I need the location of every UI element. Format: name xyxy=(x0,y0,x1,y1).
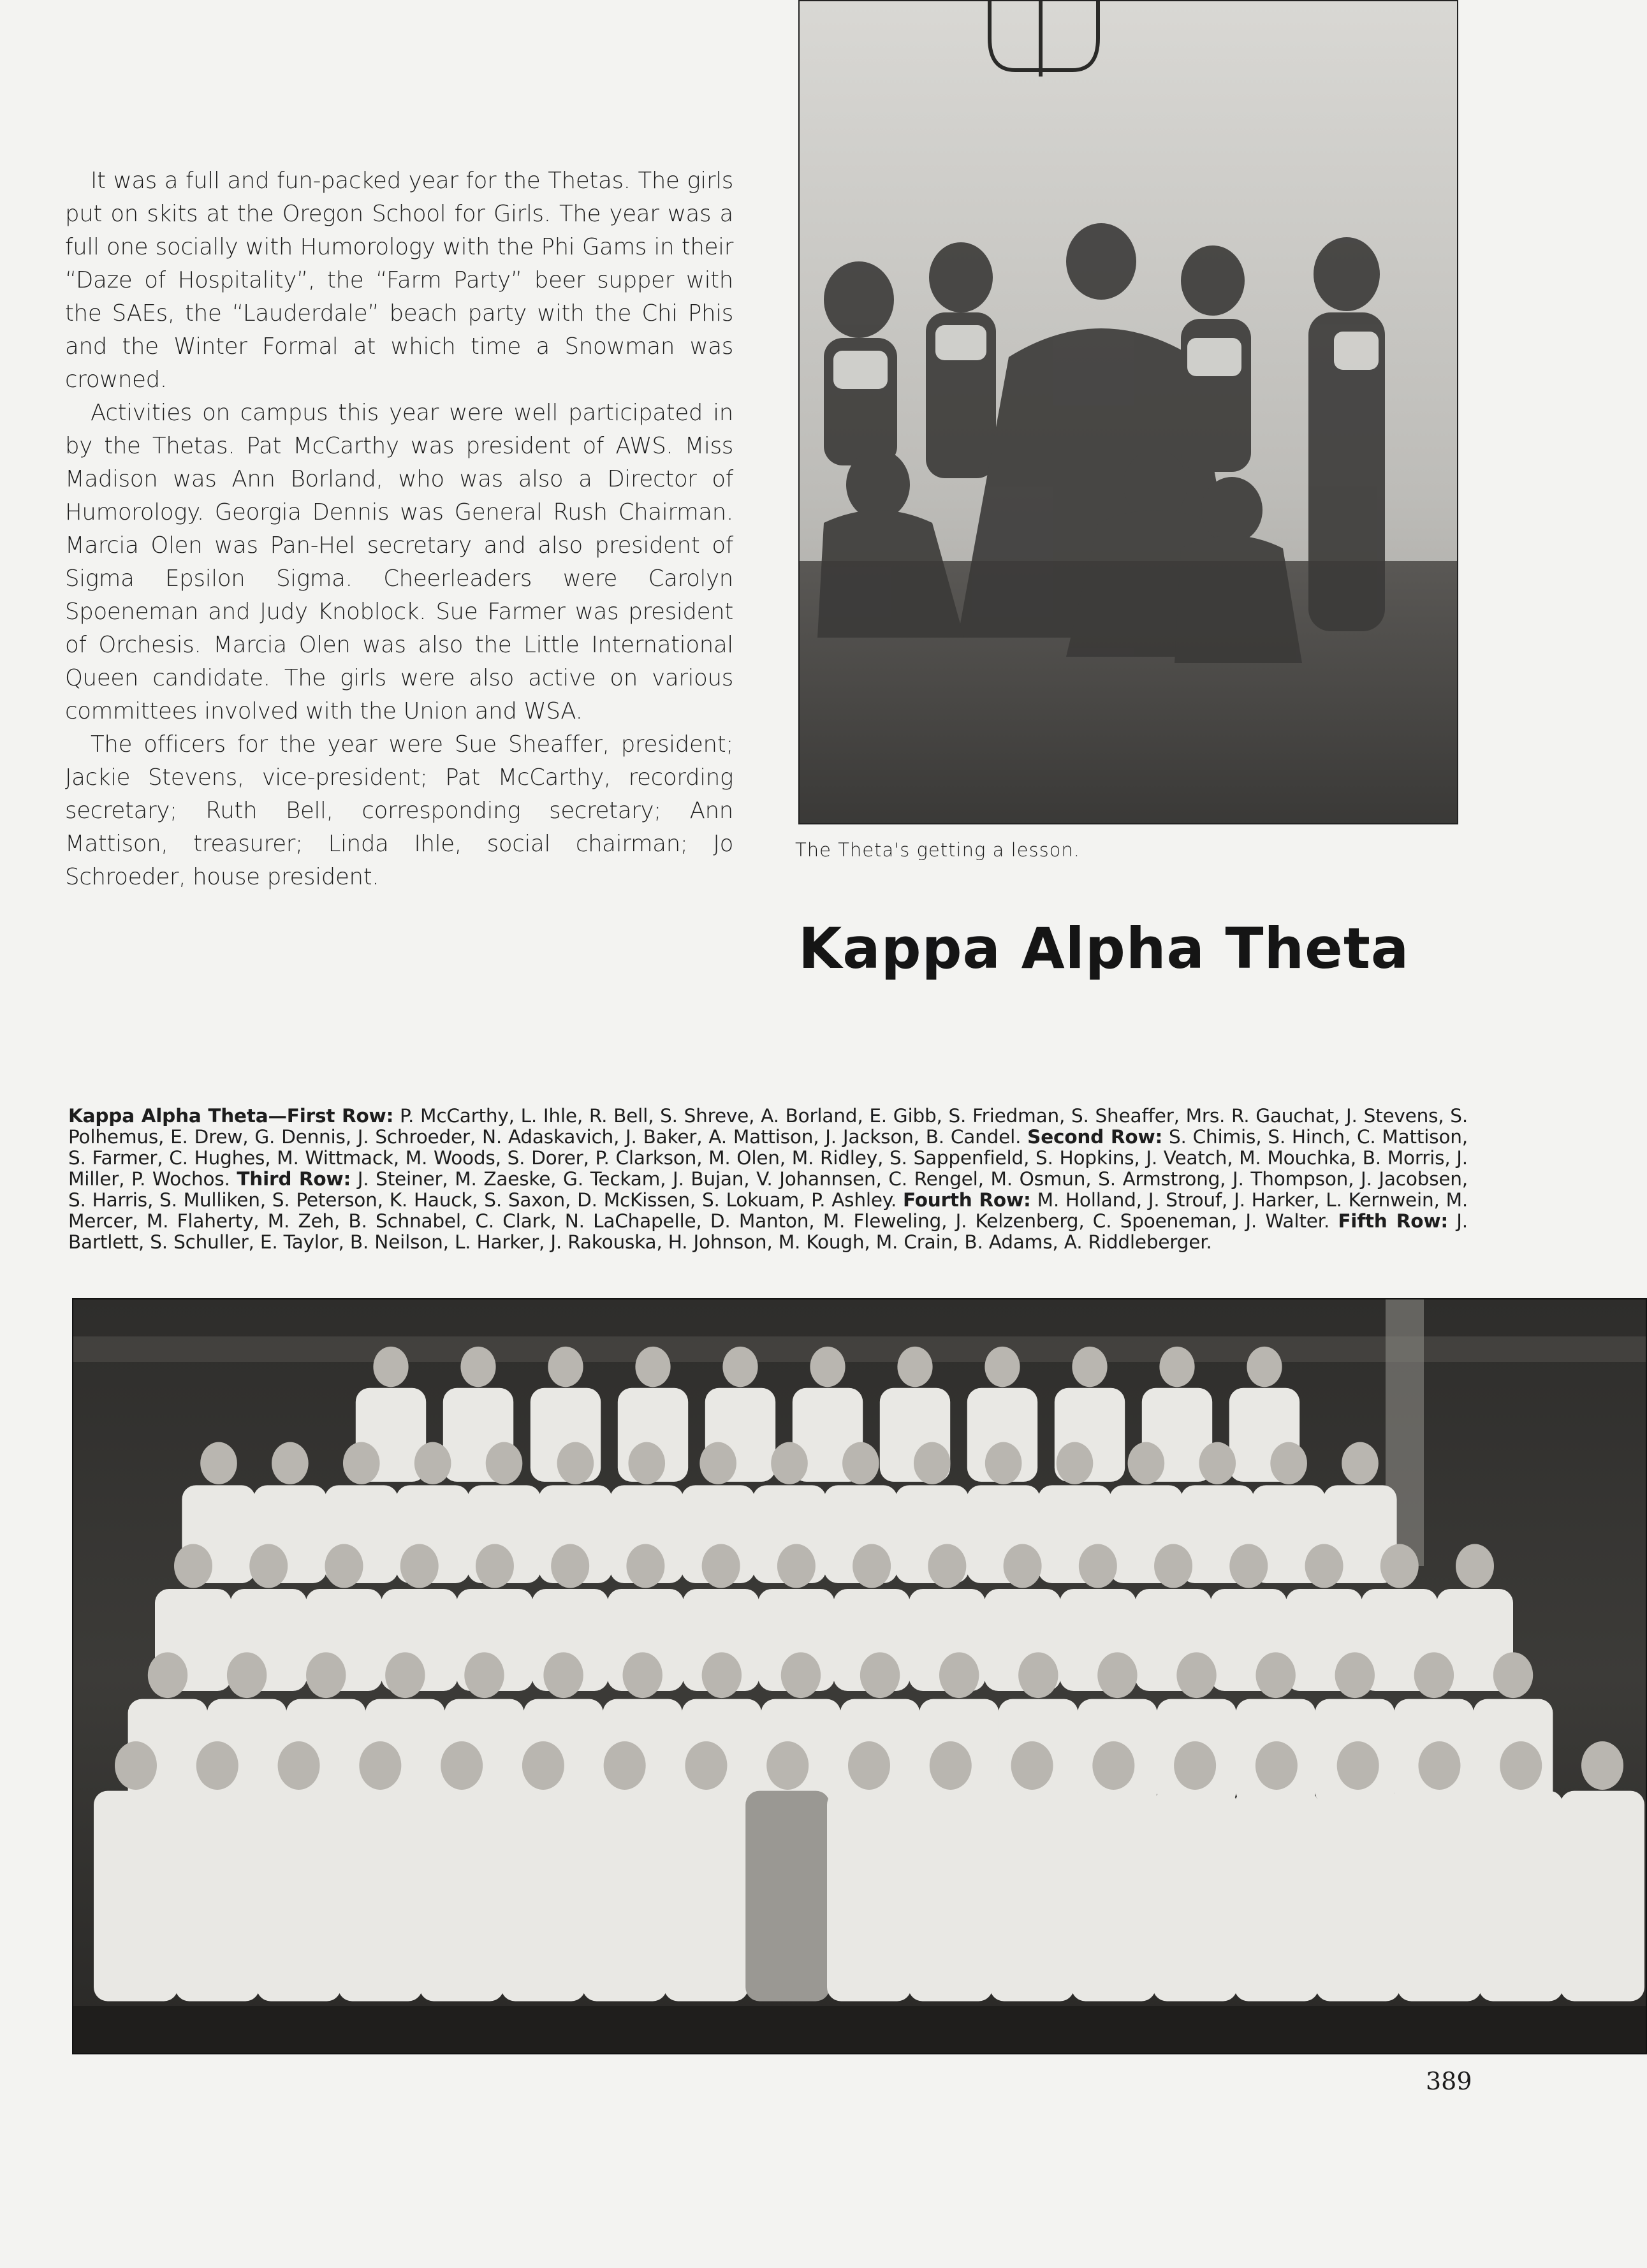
group-member-head xyxy=(930,1741,972,1790)
group-member-body xyxy=(1153,1791,1237,2001)
group-member-head xyxy=(1270,1442,1307,1484)
group-member-head xyxy=(1305,1544,1343,1588)
group-member-head xyxy=(939,1652,979,1698)
group-member-head xyxy=(460,1347,495,1387)
group-member-head xyxy=(781,1652,821,1698)
group-member-head xyxy=(985,1442,1022,1484)
group-member-head xyxy=(628,1442,665,1484)
group-member-head xyxy=(914,1442,951,1484)
group-member-head xyxy=(325,1544,363,1588)
group-member-head xyxy=(400,1544,439,1588)
group-member-head xyxy=(1414,1652,1454,1698)
group-member-head xyxy=(1255,1652,1295,1698)
group-member-head xyxy=(702,1544,740,1588)
group-member-head xyxy=(604,1741,646,1790)
group-member-head xyxy=(1079,1544,1117,1588)
group-member-head xyxy=(1092,1741,1134,1790)
group-member-head xyxy=(306,1652,346,1698)
intro-paragraph-3: The officers for the year were Sue Sheaffer, president; Jackie Stevens, vice-president; Pat McCarthy, recording secretary; Ruth Bell, corresponding secretary; Ann Mattison, treasurer; Linda Ihle, social chairman; Jo Schroeder, house president. xyxy=(65,731,733,890)
group-member-body xyxy=(583,1791,667,2001)
group-member-body xyxy=(1479,1791,1563,2001)
skit-photo-image xyxy=(798,0,1458,824)
skit-photo xyxy=(798,0,1458,824)
group-member-head xyxy=(414,1442,451,1484)
group-member-head xyxy=(385,1652,425,1698)
group-member-body xyxy=(909,1791,993,2001)
group-member-head xyxy=(1174,1741,1216,1790)
group-member-head xyxy=(543,1652,583,1698)
roster-lead: Kappa Alpha Theta—First Row: xyxy=(68,1105,394,1127)
group-member-head xyxy=(766,1741,809,1790)
group-member-head xyxy=(985,1347,1020,1387)
group-member-body xyxy=(501,1791,585,2001)
group-member-head xyxy=(1456,1544,1494,1588)
group-member-body xyxy=(827,1791,911,2001)
group-member-head xyxy=(1335,1652,1375,1698)
group-photo xyxy=(72,1298,1647,2054)
group-member-head xyxy=(810,1347,845,1387)
page-number: 389 xyxy=(1426,2067,1472,2095)
group-member-head xyxy=(249,1544,288,1588)
group-member-head xyxy=(685,1741,727,1790)
group-member-head xyxy=(1581,1741,1623,1790)
roster-first-row: P. McCarthy, L. Ihle, R. Bell, S. Shreve, A. Borland, E. Gibb, S. Friedman, S. Sheaffer, Mrs. R. Gauchat, J. Stevens, S. Polhemus, E. Drew, G. Dennis, J. Schroeder, N. Adaskavich, J. Baker, A. Mattison, J. Jackson, B. Candel. xyxy=(68,1105,1468,1148)
group-member-head xyxy=(522,1741,564,1790)
group-member-head xyxy=(200,1442,237,1484)
group-photo-image xyxy=(72,1298,1647,2054)
group-member-body xyxy=(1397,1791,1481,2001)
group-member-head xyxy=(1500,1741,1542,1790)
intro-paragraph-1: It was a full and fun-packed year for the Thetas. The girls put on skits at the Oregon School for Girls. The year was a full one socially with Humorology with the Phi Gams in their “Daze of Hospitality”, the “Farm Party” beer supper with the SAEs, the “Lauderdale” beach party with the Chi Phis and the Winter Formal at which time a Snowman was crowned. xyxy=(65,168,733,393)
group-member-body xyxy=(175,1791,260,2001)
group-member-body xyxy=(1316,1791,1400,2001)
intro-text xyxy=(65,165,733,894)
page-title: Kappa Alpha Theta xyxy=(798,916,1410,981)
group-member-head xyxy=(1072,1347,1107,1387)
group-member-head xyxy=(702,1652,742,1698)
group-member-head xyxy=(1057,1442,1094,1484)
group-member-head xyxy=(373,1347,408,1387)
group-member-body xyxy=(745,1791,830,2001)
group-member-body xyxy=(1234,1791,1319,2001)
group-member-head xyxy=(1011,1741,1053,1790)
group-member-head xyxy=(1337,1741,1379,1790)
group-member-head xyxy=(115,1741,157,1790)
group-member-head xyxy=(476,1544,514,1588)
group-member-body xyxy=(664,1791,748,2001)
group-member-head xyxy=(1097,1652,1137,1698)
group-member-head xyxy=(897,1347,932,1387)
group-member-head xyxy=(1176,1652,1216,1698)
group-member-head xyxy=(626,1544,664,1588)
group-member-head xyxy=(551,1544,589,1588)
group-member-head xyxy=(441,1741,483,1790)
group-member-head xyxy=(486,1442,523,1484)
group-member-head xyxy=(196,1741,238,1790)
roster-third-label: Third Row: xyxy=(237,1168,351,1190)
group-member-head xyxy=(777,1544,816,1588)
group-member-head xyxy=(699,1442,736,1484)
group-member-head xyxy=(227,1652,267,1698)
group-member-head xyxy=(1004,1544,1042,1588)
group-member-head xyxy=(1199,1442,1236,1484)
group-member-head xyxy=(464,1652,504,1698)
group-member-head xyxy=(1255,1741,1298,1790)
roster-fourth-label: Fourth Row: xyxy=(902,1189,1031,1211)
group-member-body xyxy=(1560,1791,1644,2001)
skit-photo-caption: The Theta's getting a lesson. xyxy=(795,839,1081,861)
group-member-head xyxy=(557,1442,594,1484)
roster-fourth-row: M. Holland, J. Strouf, J. Harker, L. Kernwein, M. Mercer, M. Flaherty, M. Zeh, B. Schnabel, C. Clark, N. LaChapelle, D. Manton, M. Fleweling, J. Kelzenberg, C. Spoeneman, J. Walter. xyxy=(68,1189,1468,1232)
group-member-body xyxy=(338,1791,422,2001)
intro-paragraph-2: Activities on campus this year were well participated in by the Thetas. Pat McCarthy was president of AWS. Miss Madison was Ann Borland, who was also a Director of Humorology. Georgia Dennis was General Rush Chairman. Marcia Olen was Pan-Hel secretary and also president of Sigma Epsilon Sigma. Cheerleaders were Carolyn Spoeneman and Judy Knoblock. Sue Farmer was president of Orchesis. Marcia Olen was also the Little International Queen candidate. The girls were also active on various committees involved with the Union and WSA. xyxy=(65,400,733,724)
group-member-body xyxy=(94,1791,178,2001)
group-member-head xyxy=(1128,1442,1165,1484)
group-member-head xyxy=(1247,1347,1282,1387)
group-member-head xyxy=(278,1741,320,1790)
group-member-head xyxy=(548,1347,583,1387)
roster-second-label: Second Row: xyxy=(1027,1126,1163,1148)
group-member-body xyxy=(420,1791,504,2001)
roster-second-row: S. Chimis, S. Hinch, C. Mattison, S. Farmer, C. Hughes, M. Wittmack, M. Woods, S. Dorer, P. Clarkson, M. Olen, M. Ridley, S. Sappenfield, S. Hopkins, J. Veatch, M. Mouchka, B. Morris, J. Miller, P. Wochos. xyxy=(68,1126,1468,1190)
group-member-head xyxy=(1342,1442,1379,1484)
group-member-head xyxy=(272,1442,309,1484)
roster-caption xyxy=(68,1106,1468,1253)
group-member-head xyxy=(623,1652,662,1698)
group-member-head xyxy=(860,1652,900,1698)
group-member-head xyxy=(148,1652,187,1698)
roster-fifth-label: Fifth Row: xyxy=(1338,1210,1448,1232)
group-member-head xyxy=(359,1741,401,1790)
group-member-head xyxy=(848,1741,890,1790)
group-member-body xyxy=(257,1791,341,2001)
group-member-head xyxy=(853,1544,891,1588)
roster-fifth-row: J. Bartlett, S. Schuller, E. Taylor, B. Neilson, L. Harker, J. Rakouska, H. Johnson, M. Kough, M. Crain, B. Adams, A. Riddleberger. xyxy=(68,1210,1468,1253)
group-member-head xyxy=(1018,1652,1058,1698)
group-member-head xyxy=(174,1544,212,1588)
group-member-head xyxy=(1154,1544,1192,1588)
group-member-head xyxy=(842,1442,879,1484)
group-member-head xyxy=(1380,1544,1419,1588)
group-member-head xyxy=(1418,1741,1460,1790)
group-member-head xyxy=(635,1347,670,1387)
group-member-head xyxy=(343,1442,380,1484)
group-member-head xyxy=(722,1347,758,1387)
group-member-head xyxy=(1493,1652,1533,1698)
group-member-head xyxy=(1159,1347,1194,1387)
group-member-head xyxy=(928,1544,966,1588)
group-member-body xyxy=(1071,1791,1155,2001)
group-member-body xyxy=(990,1791,1074,2001)
group-member-head xyxy=(1229,1544,1268,1588)
roster-third-row: J. Steiner, M. Zaeske, G. Teckam, J. Bujan, V. Johannsen, C. Rengel, M. Osmun, S. Armstrong, J. Thompson, J. Jacobsen, S. Harris, S. Mulliken, S. Peterson, K. Hauck, S. Saxon, D. McKissen, S. Lokuam, P. Ashley. xyxy=(68,1168,1468,1211)
group-member-head xyxy=(771,1442,808,1484)
